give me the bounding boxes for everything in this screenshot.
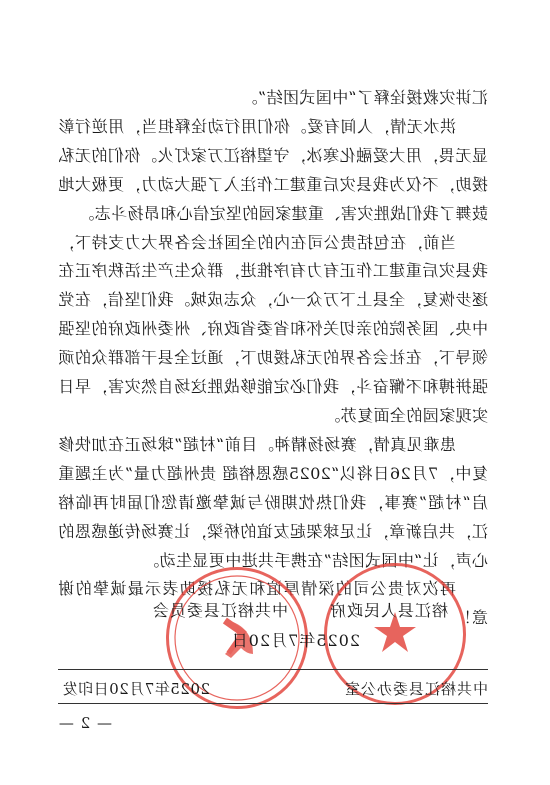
paragraph-reconstruction: 当前，在包括贵公司在内的全国社会各界大力支持下，我县灾后重建工作正有力有序推进，群众生产生活秩序正在逐步恢复，全县上下万众一心，众志成城。我们坚信，在党中央、国务院的亲切关怀和省委省政府、州委州政府的坚强领导下，在社会各界的无私援助下，通过全县干部群众的顽强拼搏和不懈奋斗，我们必定能够战胜这场自然灾害，早日实现家园的全面复苏。 <box>58 232 488 425</box>
footer-print-date: 2025年7月20日印发 <box>62 680 210 698</box>
paragraph-thanks: 再次对贵公司的深情厚谊和无私援助表示最诚挚的谢意！ <box>58 579 488 628</box>
paragraph-continuation: 汇讲灾救援诠释了“中国式团结”。 <box>241 88 488 107</box>
footer-rule-top <box>58 669 488 670</box>
paragraph-village-super-league: 患难见真情，赛场扬精神。目前“村超”球场正在加快修复中，7月26日将以“2025感恩榕超 贵州超力量”为主题重启“村超”赛事，我们热忱期盼与诚挚邀请您们届时再临榕江，共启新章，让足球架起友谊的桥梁，让赛场传递感恩的心声，让“中国式团结”在携手共进中更显生动。 <box>58 434 488 570</box>
signature-date: 2025年7月20日 <box>230 631 360 650</box>
letter-body <box>58 84 488 633</box>
paragraph-flood-gratitude: 洪水无情，人间有爱。你们用行动诠释担当，用逆行彰显无畏，用大爱融化寒冰，守望榕江万家灯火。你们的无私援助，不仅为我县灾后重建工作注入了强大动力，更极大地鼓舞了我们战胜灾害、重建家园的坚定信心和昂扬斗志。 <box>58 116 488 223</box>
signature-party-committee: 中共榕江县委员会 <box>151 601 288 620</box>
footer-rule-bottom <box>58 703 488 704</box>
footer-issuer: 中共榕江县委办公室 <box>343 680 488 698</box>
signature-government: 榕江县人民政府 <box>328 601 448 620</box>
page-number: — 2 — <box>57 714 112 732</box>
